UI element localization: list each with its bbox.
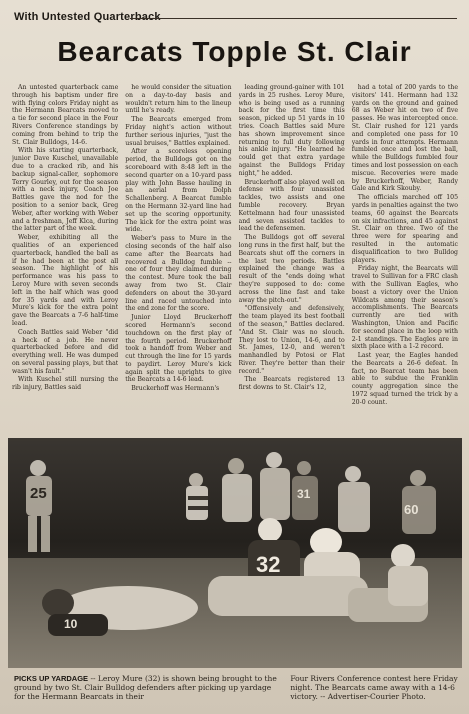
article-paragraph: "Offensively and defensively, the team played its best football of the season," Battles declared. "And St. Clair was no slouch. They lost to Union, 14-6, and to St. James, 12-0, and weren't manhandled by Potosi or Flat River. They're better than their record.": [238, 305, 345, 375]
photo-caption: [14, 674, 458, 710]
article-paragraph: had a total of 200 yards to the visitors' 141. Hermann had 132 yards on the ground and gained 68 as Weber hit on two of five passes. He was intercepted once. St. Clair rushed for 121 yards and completed one pass for 10 yards in four attempts. Hermann fumbled once and lost the ball, while the Bulldogs fumbled four times and lost possession on each miscue. Recoveries were made by Bruckerhoff, Weber, Randy Gale and Kirk Skouby.: [351, 84, 458, 193]
article-paragraph: Friday night, the Bearcats will travel to Sullivan for a FRC clash with the Sullivan Eagles, who boast a victory over the Union Wildcats among their season's accomplishments. The Bearcats currently are tied with Washington, Union and Pacific for second place in the loop with 2-1 standings. The Eagles are in sixth place with a 1-2 record.: [351, 265, 458, 351]
article-column-3: [239, 84, 345, 434]
article-paragraph: An untested quarterback came through his baptism under fire with flying colors Friday night as the Hermann Bearcats moved to a tie for second place in the Four Rivers Conference standings by coming from behind to trip the St. Clair Bulldogs, 14-6.: [12, 84, 119, 146]
article-paragraph: The Bearcats registered 13 first downs to St. Clair's 12,: [238, 376, 345, 392]
article-paragraph: Weber, exhibiting all the qualities of an experienced quarterback, handled the ball as if he had been at the post all season. The highlight of his performance was his pass to Leroy Mure with seven seconds left in the half which was good for 35 yards and with Leroy Mure's kick for the extra point gave the Bearcats a 7-6 half-time lead.: [12, 234, 119, 327]
article-paragraph: The officials marched off 105 yards in penalties against the two teams, 60 against the Bearcats on six infractions, and 45 against St. Clair on three. Two of the three were for spearing and resulted in the automatic disqualification to two Bulldog players.: [351, 194, 458, 264]
article-paragraph: With his starting quarterback, junior Dave Kuschel, unavailable due to a cracked rib, and his backup signal-caller, sophomore Terry Gourley, out for the season with a neck injury, Coach Joe Battles gave the nod for the position to a senior back, Greg Weber, after working with Weber and a freshman, Jeff Klca, during the latter part of the week.: [12, 147, 119, 233]
article-paragraph: he would consider the situation on a day-to-day basis and wouldn't return him to the lineup until he's ready.: [125, 84, 232, 115]
football-photo: [8, 438, 462, 668]
football-photo-image: [8, 438, 462, 668]
jersey-number-32: 32: [256, 552, 281, 577]
article-column-2: [125, 84, 231, 434]
article-column-4: [352, 84, 458, 434]
article-paragraph: Bruckerhoff was Hermann's: [131, 385, 220, 393]
headline: Bearcats Topple St. Clair: [57, 36, 412, 67]
article-column-1: [12, 84, 118, 434]
article-paragraph: With Kuschel still nursing the rib injury, Battles said: [12, 376, 119, 392]
article-paragraph: leading ground-gainer with 101 yards in 25 rushes. Leroy Mure, who is being used as a running back for the first time this season, picked up 51 yards in 10 tries. Coach Battles said Mure has shown improvement since returning to full duty following his ankle injury. "He learned he could get that extra yardage against the Bulldogs Friday night," he added.: [238, 84, 345, 177]
article-paragraph: After a scoreless opening period, the Bulldogs got on the scoreboard with 8:48 left in the second quarter on a 10-yard pass play with John Basse hauling in an aerial from Dolph Schallenberg. A Bearcat fumble on the Hermann 32-yard line had set up the scoring opportunity. The kick for the extra point was wide.: [125, 148, 232, 234]
jersey-number-60: 60: [404, 502, 419, 517]
kicker-line: With Untested Quarterback: [14, 11, 161, 23]
article-paragraph: Last year, the Eagles handed the Bearcats a 26-6 defeat. In fact, no Bearcat team has been able to subdue the Franklin county aggregation since the 1972 squad turned the trick by a 20-0 count.: [351, 352, 458, 406]
article-paragraph: The Bulldogs got off several long runs in the first half, but the Bearcats shut off the corners in the last two periods. Battles explained the change was a result of the "ends doing what they're supposed to do: come across the line fast and take away the pitch-out.": [238, 234, 345, 304]
article-paragraph: Weber's pass to Mure in the closing seconds of the half also came after the Bearcats had recovered a Bulldog fumble -- one of four they claimed during the contest. Mure took the ball away from two St. Clair defenders on about the 30-yard line and raced untouched into the end zone for the score.: [125, 235, 232, 313]
caption-column-2: Four Rivers Conference contest here Friday night. The Bearcats came away with a 14-6 victory. -- Advertiser-Courier Photo.: [290, 674, 458, 701]
article-body: [12, 84, 458, 434]
article-paragraph: Junior Lloyd Bruckerhoff scored Hermann's second touchdown on the first play of the fourth period. Bruckerhoff took a handoff from Weber and cut through the line for 15 yards to paydirt. Leroy Mure's kick again split the uprights to give the Bearcats a 14-6 lead.: [125, 314, 232, 384]
article-paragraph: Bruckerhoff also played well on defense with four unassisted tackles, two assists and one fumble recovery. Bryan Kettelmann had four unassisted and seven assisted tackles to lead the defensemen.: [238, 178, 345, 233]
caption-heading: PICKS UP YARDAGE: [14, 674, 89, 683]
caption-column-1: [14, 674, 282, 710]
jersey-number-25: 25: [30, 485, 47, 502]
article-paragraph: Coach Battles said Weber "did a heck of a job. He never quarterbacked before and did everything well. He was dumped on several passing plays, but that wasn't his fault.": [12, 328, 119, 375]
article-paragraph: The Bearcats emerged from Friday night's action without further serious injuries, "just the usual bruises," Battles explained.: [125, 116, 232, 147]
jersey-number-31: 31: [297, 487, 311, 501]
caption-text-1: -- Leroy Mure (32) is shown being brought to the ground by two St. Clair Bulldog defenders after picking up yardage for the Hermann Bearcats in their: [14, 674, 277, 701]
jersey-number-10: 10: [64, 617, 78, 631]
kicker-rule: [130, 18, 457, 19]
